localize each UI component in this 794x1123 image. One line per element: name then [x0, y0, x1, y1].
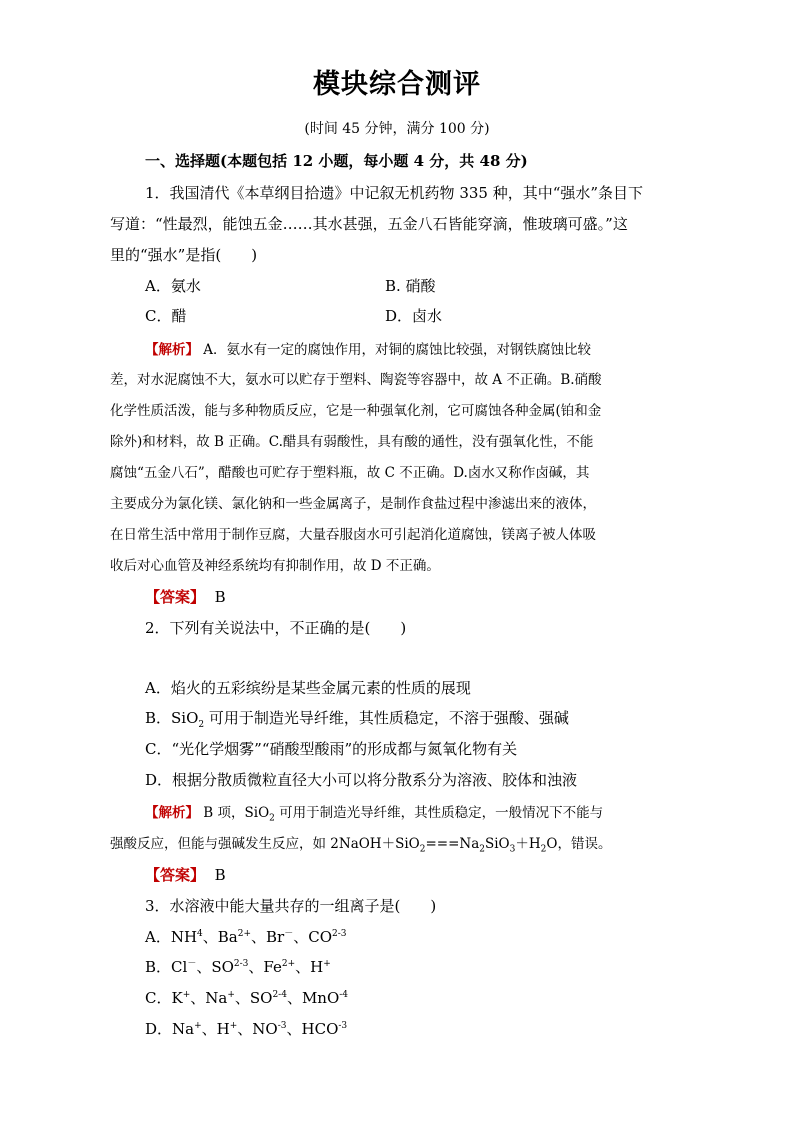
q1-analysis-line1 [145, 338, 591, 358]
q1-stem-line1: 1．我国清代《本草纲目拾遗》中记叙无机药物 335 种，其中“强水”条目下 [145, 184, 644, 202]
page-subtitle: (时间 45 分钟，满分 100 分) [304, 121, 490, 137]
q2-analysis-line2: 强酸反应，但能与强碱发生反应，如 $2NaOH+SiO_2===Na_2SiO_3+H_2O$，错误。 [110, 836, 612, 855]
analysis-tag: 【解析】 [145, 805, 199, 821]
analysis-text: A．氨水有一定的腐蚀作用，对铜的腐蚀比较强，对钢铁腐蚀比较 [203, 342, 592, 358]
q2-answer-line [145, 864, 226, 885]
q1-option-a: A．氨水 [145, 277, 201, 295]
q3-option-b: B．Cl－、SO$^{2-3}$、$Fe^{2+}$、H+ [145, 958, 331, 976]
answer-tag: 【答案】 [145, 588, 206, 606]
q1-analysis-line5: 腐蚀“五金八石”，醋酸也可贮存于塑料瓶，故 C 不正确。D.卤水又称作卤碱，其 [110, 465, 590, 481]
q3-option-c: C．K+、Na+、SO$^{2-4}$、MnO$^{-4}$ [145, 989, 349, 1007]
q1-analysis-line8: 收后对心血管及神经系统均有抑制作用，故 D 不正确。 [110, 558, 440, 574]
q1-answer-line [145, 586, 226, 607]
q1-option-d: D．卤水 [385, 307, 443, 325]
q3-stem: 3．水溶液中能大量共存的一组离子是( ) [145, 897, 437, 915]
q1-analysis-line4: 除外)和材料，故 B 正确。C.醋具有弱酸性，具有酸的通性，没有强氧化性，不能 [110, 434, 594, 450]
q2-analysis-line1: 【解析】 B 项，SiO$_2$ 可用于制造光导纤维，其性质稳定，一般情况下不能与 [145, 805, 604, 824]
q2-option-c: C．“光化学烟雾”“硝酸型酸雨”的形成都与氮氧化物有关 [145, 740, 518, 758]
section-heading: 一、选择题(本题包括 12 小题，每小题 4 分，共 48 分) [145, 152, 528, 170]
q1-option-c: C．醋 [145, 307, 187, 325]
q2-option-b: B．SiO$_2$ 可用于制造光导纤维，其性质稳定，不溶于强酸、强碱 [145, 709, 569, 730]
q1-analysis-line6: 主要成分为氯化镁、氯化钠和一些金属离子，是制作食盐过程中渗滤出来的液体， [110, 496, 596, 512]
q2-option-a: A．焰火的五彩缤纷是某些金属元素的性质的展现 [145, 679, 471, 697]
q1-analysis-line3: 化学性质活泼，能与多种物质反应，它是一种强氧化剂，它可腐蚀各种金属(铂和金 [110, 403, 602, 419]
page-title: 模块综合测评 [313, 69, 481, 100]
q1-analysis-line7: 在日常生活中常用于制作豆腐，大量吞服卤水可引起消化道腐蚀，镁离子被人体吸 [110, 527, 596, 543]
analysis-tag: 【解析】 [145, 342, 199, 358]
q1-stem-line3: 里的“强水”是指( ) [110, 246, 258, 264]
answer-tag: 【答案】 [145, 866, 206, 884]
q1-stem-line2: 写道：“性最烈，能蚀五金……其水甚强，五金八石皆能穿滴，惟玻璃可盛。”这 [110, 215, 628, 233]
q1-analysis-line2: 差，对水泥腐蚀不大，氨水可以贮存于塑料、陶瓷等容器中，故 A 不正确。B.硝酸 [110, 372, 602, 388]
q1-answer: B [214, 588, 226, 606]
q2-stem: 2．下列有关说法中，不正确的是( ) [145, 619, 407, 637]
q3-option-a: A．$NH^4$、$Ba^{2+}$、Br－、CO$^{2-3}$ [145, 928, 347, 946]
q1-option-b: B. 硝酸 [385, 277, 436, 295]
q2-option-d: D．根据分散质微粒直径大小可以将分散系分为溶液、胶体和浊液 [145, 771, 578, 789]
q3-option-d: D．Na+、H+、$NO^{-3}$、$HCO^{-3}$ [145, 1020, 348, 1038]
q2-answer: B [214, 866, 226, 884]
